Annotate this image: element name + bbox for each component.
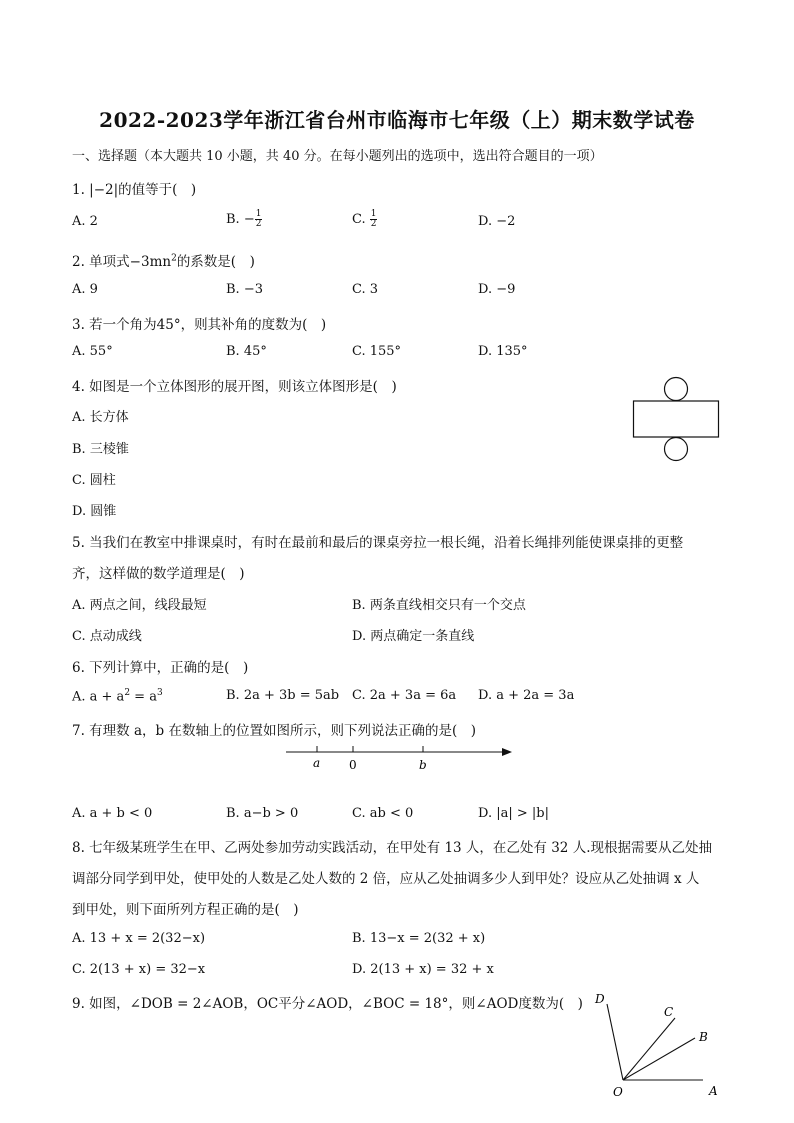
net-rectangle <box>634 401 719 437</box>
question-3-option-b: B. 45° <box>226 344 267 359</box>
question-5-stem-line1: 5. 当我们在教室中排课桌时，有时在最前和最后的课桌旁拉一根长绳，沿着长绳排列能使课桌排的更整 <box>72 535 684 551</box>
label-a: a <box>313 756 321 770</box>
label-D: D <box>595 992 605 1006</box>
question-2-stem <box>72 250 255 270</box>
cylinder-net-figure <box>630 374 722 466</box>
question-8-stem-line2: 调部分同学到甲处，使甲处的人数是乙处人数的 2 倍，应从乙处抽调多少人到甲处？设应从乙处抽调 x 人 <box>72 871 700 887</box>
question-8-option-b: B. 13−x = 2(32 + x) <box>352 931 486 946</box>
question-2-option-b: B. −3 <box>226 282 263 297</box>
question-4-option-b: B. 三棱锥 <box>72 442 129 457</box>
q6a-mid: = a <box>130 689 157 705</box>
question-2-option-c: C. 3 <box>352 282 379 297</box>
ray-OD <box>607 1004 623 1080</box>
question-2-option-a: A. 9 <box>72 282 98 297</box>
question-6-stem: 6. 下列计算中，正确的是( ) <box>72 660 249 676</box>
q6a-sup2: 3 <box>156 688 163 698</box>
question-8-stem-line3: 到甲处，则下面所列方程正确的是( ) <box>72 902 299 918</box>
fraction-numerator: 1 <box>370 209 377 219</box>
question-5-option-a: A. 两点之间，线段最短 <box>72 598 207 613</box>
question-3-option-c: C. 155° <box>352 344 402 359</box>
question-8-option-d: D. 2(13 + x) = 32 + x <box>352 962 494 977</box>
q6a-sup1: 2 <box>124 688 131 698</box>
question-4-option-c: C. 圆柱 <box>72 473 116 488</box>
question-3-stem: 3. 若一个角为45°，则其补角的度数为( ) <box>72 317 327 333</box>
q6a-pre: A. a + a <box>72 689 125 705</box>
question-1-option-d: D. −2 <box>478 214 516 229</box>
question-5-stem-line2: 齐，这样做的数学道理是( ) <box>72 566 245 582</box>
question-5-option-c: C. 点动成线 <box>72 629 142 644</box>
label-b: b <box>419 758 427 772</box>
question-8-option-a: A. 13 + x = 2(32−x) <box>72 931 206 946</box>
question-6-option-d: D. a + 2a = 3a <box>478 688 575 703</box>
label-B: B <box>699 1030 708 1044</box>
option-c-prefix: C. <box>352 212 370 227</box>
question-1-option-c <box>352 210 377 229</box>
question-8-stem-line1: 8. 七年级某班学生在甲、乙两处参加劳动实践活动，在甲处有 13 人，在乙处有 32 人.现根据需要从乙处抽 <box>72 840 712 856</box>
page-title: 2022-2023学年浙江省台州市临海市七年级（上）期末数学试卷 <box>99 108 695 132</box>
fraction-denominator: 2 <box>370 219 377 229</box>
question-6-option-a <box>72 688 163 704</box>
ray-OC <box>623 1018 675 1080</box>
fraction-numerator: 1 <box>255 209 262 219</box>
number-line-arrow-icon <box>502 748 512 756</box>
question-6-option-b: B. 2a + 3b = 5ab <box>226 688 340 703</box>
question-5-option-b: B. 两条直线相交只有一个交点 <box>352 598 526 613</box>
question-7-option-b: B. a−b > 0 <box>226 806 299 821</box>
question-2-option-d: D. −9 <box>478 282 516 297</box>
question-7-option-a: A. a + b < 0 <box>72 806 153 821</box>
fraction-one-half <box>370 210 378 229</box>
question-5-option-d: D. 两点确定一条直线 <box>352 629 475 644</box>
section-heading: 一、选择题（本大题共 10 小题，共 40 分。在每小题列出的选项中，选出符合题目的一项） <box>72 149 603 164</box>
q2-stem-post: 的系数是( ) <box>176 254 255 270</box>
label-O: O <box>613 1085 623 1099</box>
label-C: C <box>664 1005 674 1019</box>
fraction-one-half <box>255 210 263 229</box>
question-1-option-a: A. 2 <box>72 214 98 229</box>
option-b-prefix: B. − <box>226 212 255 227</box>
question-8-option-c: C. 2(13 + x) = 32−x <box>72 962 206 977</box>
question-1-stem: 1. |−2|的值等于( ) <box>72 182 197 198</box>
question-1-option-b <box>226 210 262 229</box>
net-top-circle <box>665 378 688 401</box>
question-7-option-d: D. |a| > |b| <box>478 806 549 821</box>
ray-OB <box>623 1038 695 1080</box>
fraction-denominator: 2 <box>255 219 262 229</box>
question-3-option-d: D. 135° <box>478 344 528 359</box>
question-6-option-c: C. 2a + 3a = 6a <box>352 688 457 703</box>
question-4-option-d: D. 圆锥 <box>72 504 117 519</box>
q2-stem-pre: 2. 单项式−3mn <box>72 254 172 270</box>
label-zero: 0 <box>349 758 357 772</box>
angle-figure <box>585 988 725 1100</box>
net-bottom-circle <box>665 438 688 461</box>
question-7-stem: 7. 有理数 a，b 在数轴上的位置如图所示，则下列说法正确的是( ) <box>72 723 476 739</box>
question-9-stem: 9. 如图，∠DOB = 2∠AOB，OC平分∠AOD，∠BOC = 18°，则∠AOD度数为( ) <box>72 996 583 1012</box>
question-4-stem: 4. 如图是一个立体图形的展开图，则该立体图形是( ) <box>72 379 397 395</box>
question-4-option-a: A. 长方体 <box>72 410 129 425</box>
question-3-option-a: A. 55° <box>72 344 113 359</box>
number-line-figure <box>280 740 520 774</box>
label-A: A <box>709 1084 718 1098</box>
q2-stem-sup: 2 <box>171 253 177 264</box>
question-7-option-c: C. ab < 0 <box>352 806 414 821</box>
